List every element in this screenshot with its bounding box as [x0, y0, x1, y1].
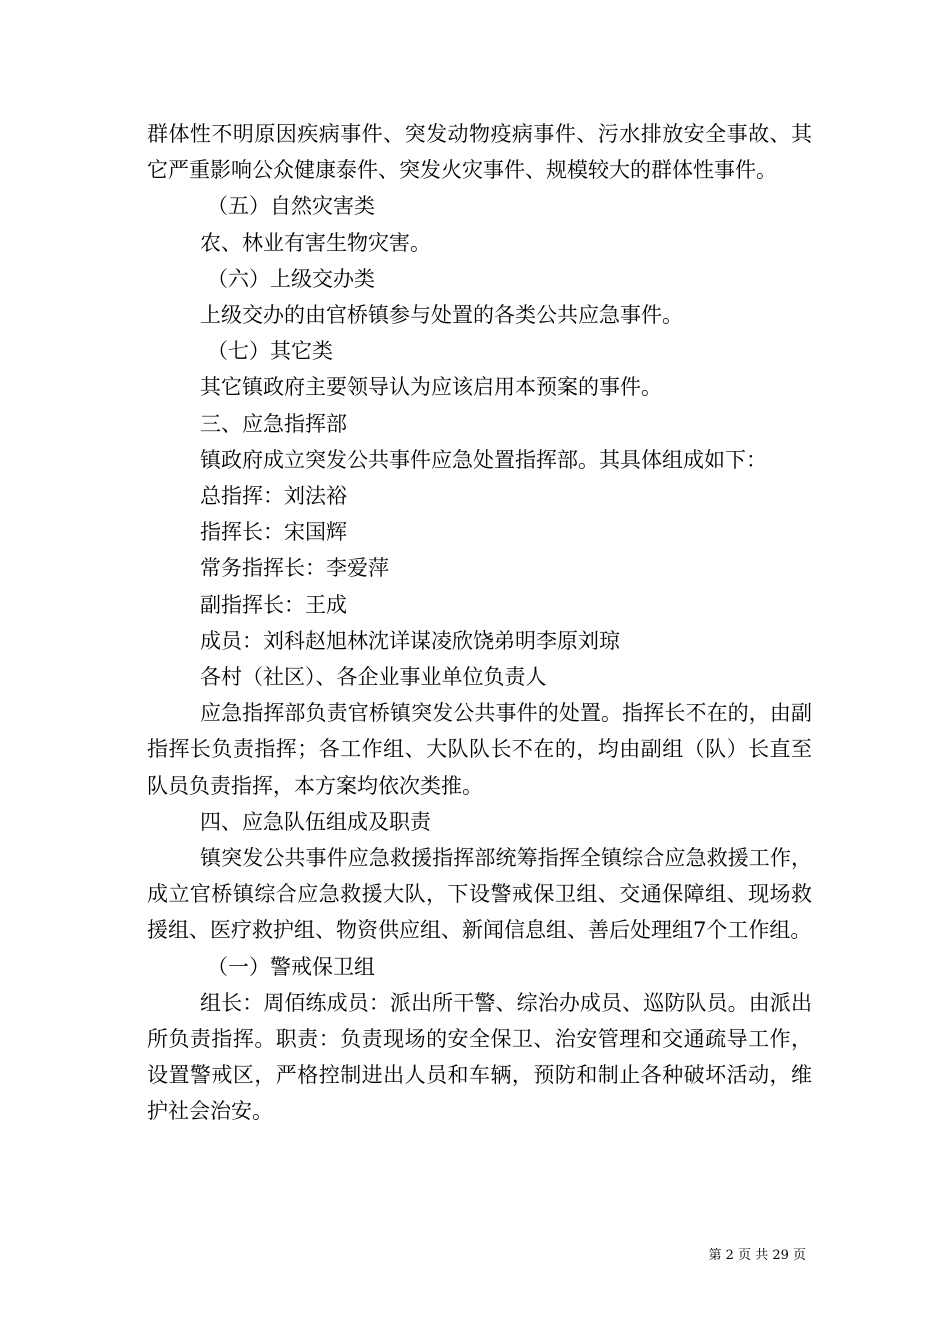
page-number-footer: 第 2 页 共 29 页 — [708, 1248, 806, 1263]
heading-security-group: （一）警戒保卫组 — [207, 954, 375, 979]
heading-natural-disasters: （五）自然灾害类 — [207, 194, 375, 219]
paragraph-commander-in-chief: 总指挥：刘法裕 — [200, 484, 347, 509]
document-body — [147, 116, 812, 1130]
heading-emergency-teams: 四、应急队伍组成及职责 — [200, 809, 431, 834]
paragraph-command-intro: 镇政府成立突发公共事件应急处置指挥部。其具体组成如下： — [200, 447, 767, 472]
paragraph-deputy-commander: 副指挥长：王成 — [200, 592, 347, 617]
paragraph-natural-disasters: 农、林业有害生物灾害。 — [200, 230, 431, 255]
paragraph-command-duties: 应急指挥部负责官桥镇突发公共事件的处置。指挥长不在的，由副指挥长负责指挥；各工作组、大队队长不在的，均由副组（队）长直至队员负责指挥，本方案均依次类推。 — [147, 701, 812, 798]
heading-superior-assigned: （六）上级交办类 — [207, 266, 375, 291]
paragraph-unit-heads: 各村（社区）、各企业事业单位负责人 — [200, 665, 547, 690]
paragraph-continued: 群体性不明原因疾病事件、突发动物疫病事件、污水排放安全事故、其它严重影响公众健康泰件、突发火灾事件、规模较大的群体性事件。 — [147, 122, 812, 183]
heading-other: （七）其它类 — [207, 339, 333, 364]
paragraph-commander: 指挥长：宋国辉 — [200, 520, 347, 545]
paragraph-executive-commander: 常务指挥长：李爱萍 — [200, 556, 389, 581]
paragraph-emergency-teams: 镇突发公共事件应急救援指挥部统筹指挥全镇综合应急救援工作，成立官桥镇综合应急救援大队，下设警戒保卫组、交通保障组、现场救援组、医疗救护组、物资供应组、新闻信息组、善后处理组7个工作组。 — [147, 846, 812, 943]
heading-command-center: 三、应急指挥部 — [200, 411, 347, 436]
paragraph-other: 其它镇政府主要领导认为应该启用本预案的事件。 — [200, 375, 662, 400]
paragraph-security-group: 组长：周佰练成员：派出所干警、综治办成员、巡防队员。由派出所负责指挥。职责：负责现场的安全保卫、治安管理和交通疏导工作，设置警戒区，严格控制进出人员和车辆，预防和制止各种破坏活动，维护社会治安。 — [147, 990, 812, 1124]
paragraph-members: 成员：刘科赵旭林沈详谋凌欣饶弟明李原刘琼 — [200, 628, 620, 653]
paragraph-superior-assigned: 上级交办的由官桥镇参与处置的各类公共应急事件。 — [200, 303, 683, 328]
